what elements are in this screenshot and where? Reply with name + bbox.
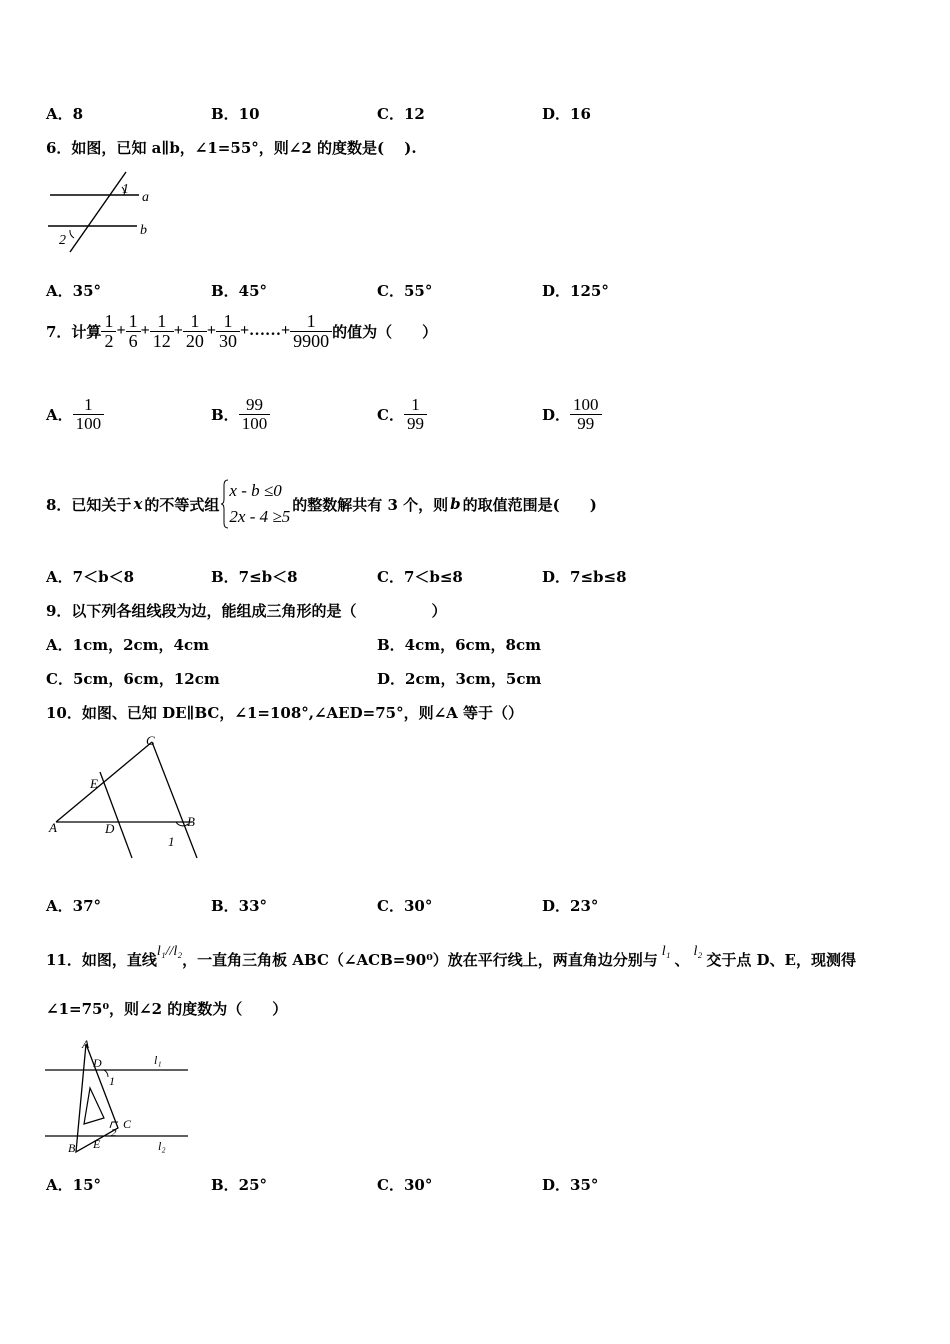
q6-option-c[interactable]: C．55° <box>377 282 433 300</box>
q8-option-a[interactable]: A．7＜b＜8 <box>46 568 135 586</box>
q8-option-d[interactable]: D．7≤b≤8 <box>542 568 627 586</box>
q6-parallel-lines-figure <box>44 168 164 253</box>
q10-option-b[interactable]: B．33° <box>211 897 268 915</box>
q10-option-a[interactable]: A．37° <box>46 897 102 915</box>
q6-label-1: 1 <box>122 182 129 197</box>
q10-label-e: E <box>90 776 98 791</box>
q7-question-text: 7．计算 $\frac{1}{2}$ + $\frac{1}{6}$ + $\frac{1}{12}$ + $\frac{1}{20}$ + $\frac{1}{30}$ +……+ $\frac{1}{9900}$ 的值为（ ） <box>46 311 438 351</box>
q7-term-3: $\frac{1}{12}$ <box>150 312 174 351</box>
q11-option-c[interactable]: C．30° <box>377 1176 433 1194</box>
q7-option-a[interactable]: A． $\frac{1}{100}$ <box>46 396 104 433</box>
q5-option-c[interactable]: C．12 <box>377 105 425 123</box>
q6-transversal <box>70 172 126 252</box>
q11-option-d[interactable]: D．35° <box>542 1176 599 1194</box>
q6-option-b[interactable]: B．45° <box>211 282 268 300</box>
q10-question-text: 10．如图、已知 DE∥BC，∠1=108°,∠AED=75°，则∠A 等于（） <box>46 704 523 722</box>
q7-term-5: $\frac{1}{30}$ <box>216 312 240 351</box>
q10-label-c: C <box>146 733 155 748</box>
q6-label-2: 2 <box>59 233 66 248</box>
q10-label-a: A <box>49 820 57 835</box>
q7-term-1: $\frac{1}{2}$ <box>101 312 116 351</box>
q5-option-d[interactable]: D．16 <box>542 105 591 123</box>
q10-label-b: B <box>187 814 195 829</box>
q11-label-l2: l₂ <box>158 1139 166 1153</box>
q11-label-a: A <box>82 1037 90 1051</box>
q7-suffix: 的值为（ ） <box>332 322 438 341</box>
q9-question-text: 9．以下列各组线段为边，能组成三角形的是（ ） <box>46 602 447 620</box>
q9-option-c[interactable]: C．5cm，6cm，12cm <box>46 670 220 688</box>
q10-line-cb <box>152 742 197 858</box>
q7-option-c[interactable]: C． $\frac{1}{99}$ <box>377 396 427 433</box>
q10-label-d: D <box>105 821 115 836</box>
q11-label-l1: l₁ <box>154 1053 162 1067</box>
q10-triangle-figure <box>44 732 209 862</box>
q6-option-d[interactable]: D．125° <box>542 282 609 300</box>
q11-label-b: B <box>68 1141 76 1155</box>
q11-label-c: C <box>123 1117 132 1131</box>
q7-term-2: $\frac{1}{6}$ <box>126 312 141 351</box>
q11-label-d: D <box>93 1056 102 1070</box>
q10-option-c[interactable]: C．30° <box>377 897 433 915</box>
q5-option-a[interactable]: A．8 <box>46 105 84 123</box>
q9-option-d[interactable]: D．2cm，3cm，5cm <box>377 670 542 688</box>
q6-label-b: b <box>140 223 147 238</box>
q5-option-b[interactable]: B．10 <box>211 105 260 123</box>
q11-label-1: 1 <box>109 1074 115 1088</box>
q8-question-text: 8．已知关于 x 的不等式组 x - b ≤0 2x - 4 ≥5 的整数解共有 3 个，则 b 的取值范围是( ) <box>46 478 597 530</box>
q10-option-d[interactable]: D．23° <box>542 897 599 915</box>
q6-option-a[interactable]: A．35° <box>46 282 102 300</box>
q7-prefix: 7．计算 <box>46 322 102 341</box>
q8-option-c[interactable]: C．7＜b≤8 <box>377 568 463 586</box>
q11-label-2: 2 <box>111 1127 117 1139</box>
q11-label-e: E <box>93 1137 101 1151</box>
q11-option-b[interactable]: B．25° <box>211 1176 268 1194</box>
q11-option-a[interactable]: A．15° <box>46 1176 102 1194</box>
q11-question-line2: ∠1=75⁰，则∠2 的度数为（ ） <box>46 1000 288 1018</box>
q10-line-de <box>100 772 132 858</box>
q7-term-last: $\frac{1}{9900}$ <box>290 312 332 351</box>
q9-option-a[interactable]: A．1cm，2cm，4cm <box>46 636 209 654</box>
q8-inequality-2: 2x - 4 ≥5 <box>229 507 291 526</box>
q9-option-b[interactable]: B．4cm，6cm，8cm <box>377 636 542 654</box>
q11-triangle-figure <box>42 1036 192 1158</box>
q10-label-1: 1 <box>168 834 175 849</box>
q11-question-line1: 11．如图，直线 l₁//l₂ ，一直角三角板 ABC（∠ACB=90⁰）放在平行线上，两直角边分别与 l₁ 、 l₂ 交于点 D、E，现测得 <box>46 943 856 969</box>
q7-option-d[interactable]: D． $\frac{100}{99}$ <box>542 396 602 433</box>
q8-inequality-1: x - b ≤0 <box>229 481 282 500</box>
q8-option-b[interactable]: B．7≤b＜8 <box>211 568 298 586</box>
q6-question-text: 6．如图，已知 a∥b，∠1=55°，则∠2 的度数是( ). <box>46 139 417 157</box>
q6-label-a: a <box>142 190 149 205</box>
q11-triangle-inner <box>84 1088 104 1124</box>
q7-option-b[interactable]: B． $\frac{99}{100}$ <box>211 396 270 433</box>
q7-term-4: $\frac{1}{20}$ <box>183 312 207 351</box>
q8-inequality-system <box>221 478 290 530</box>
